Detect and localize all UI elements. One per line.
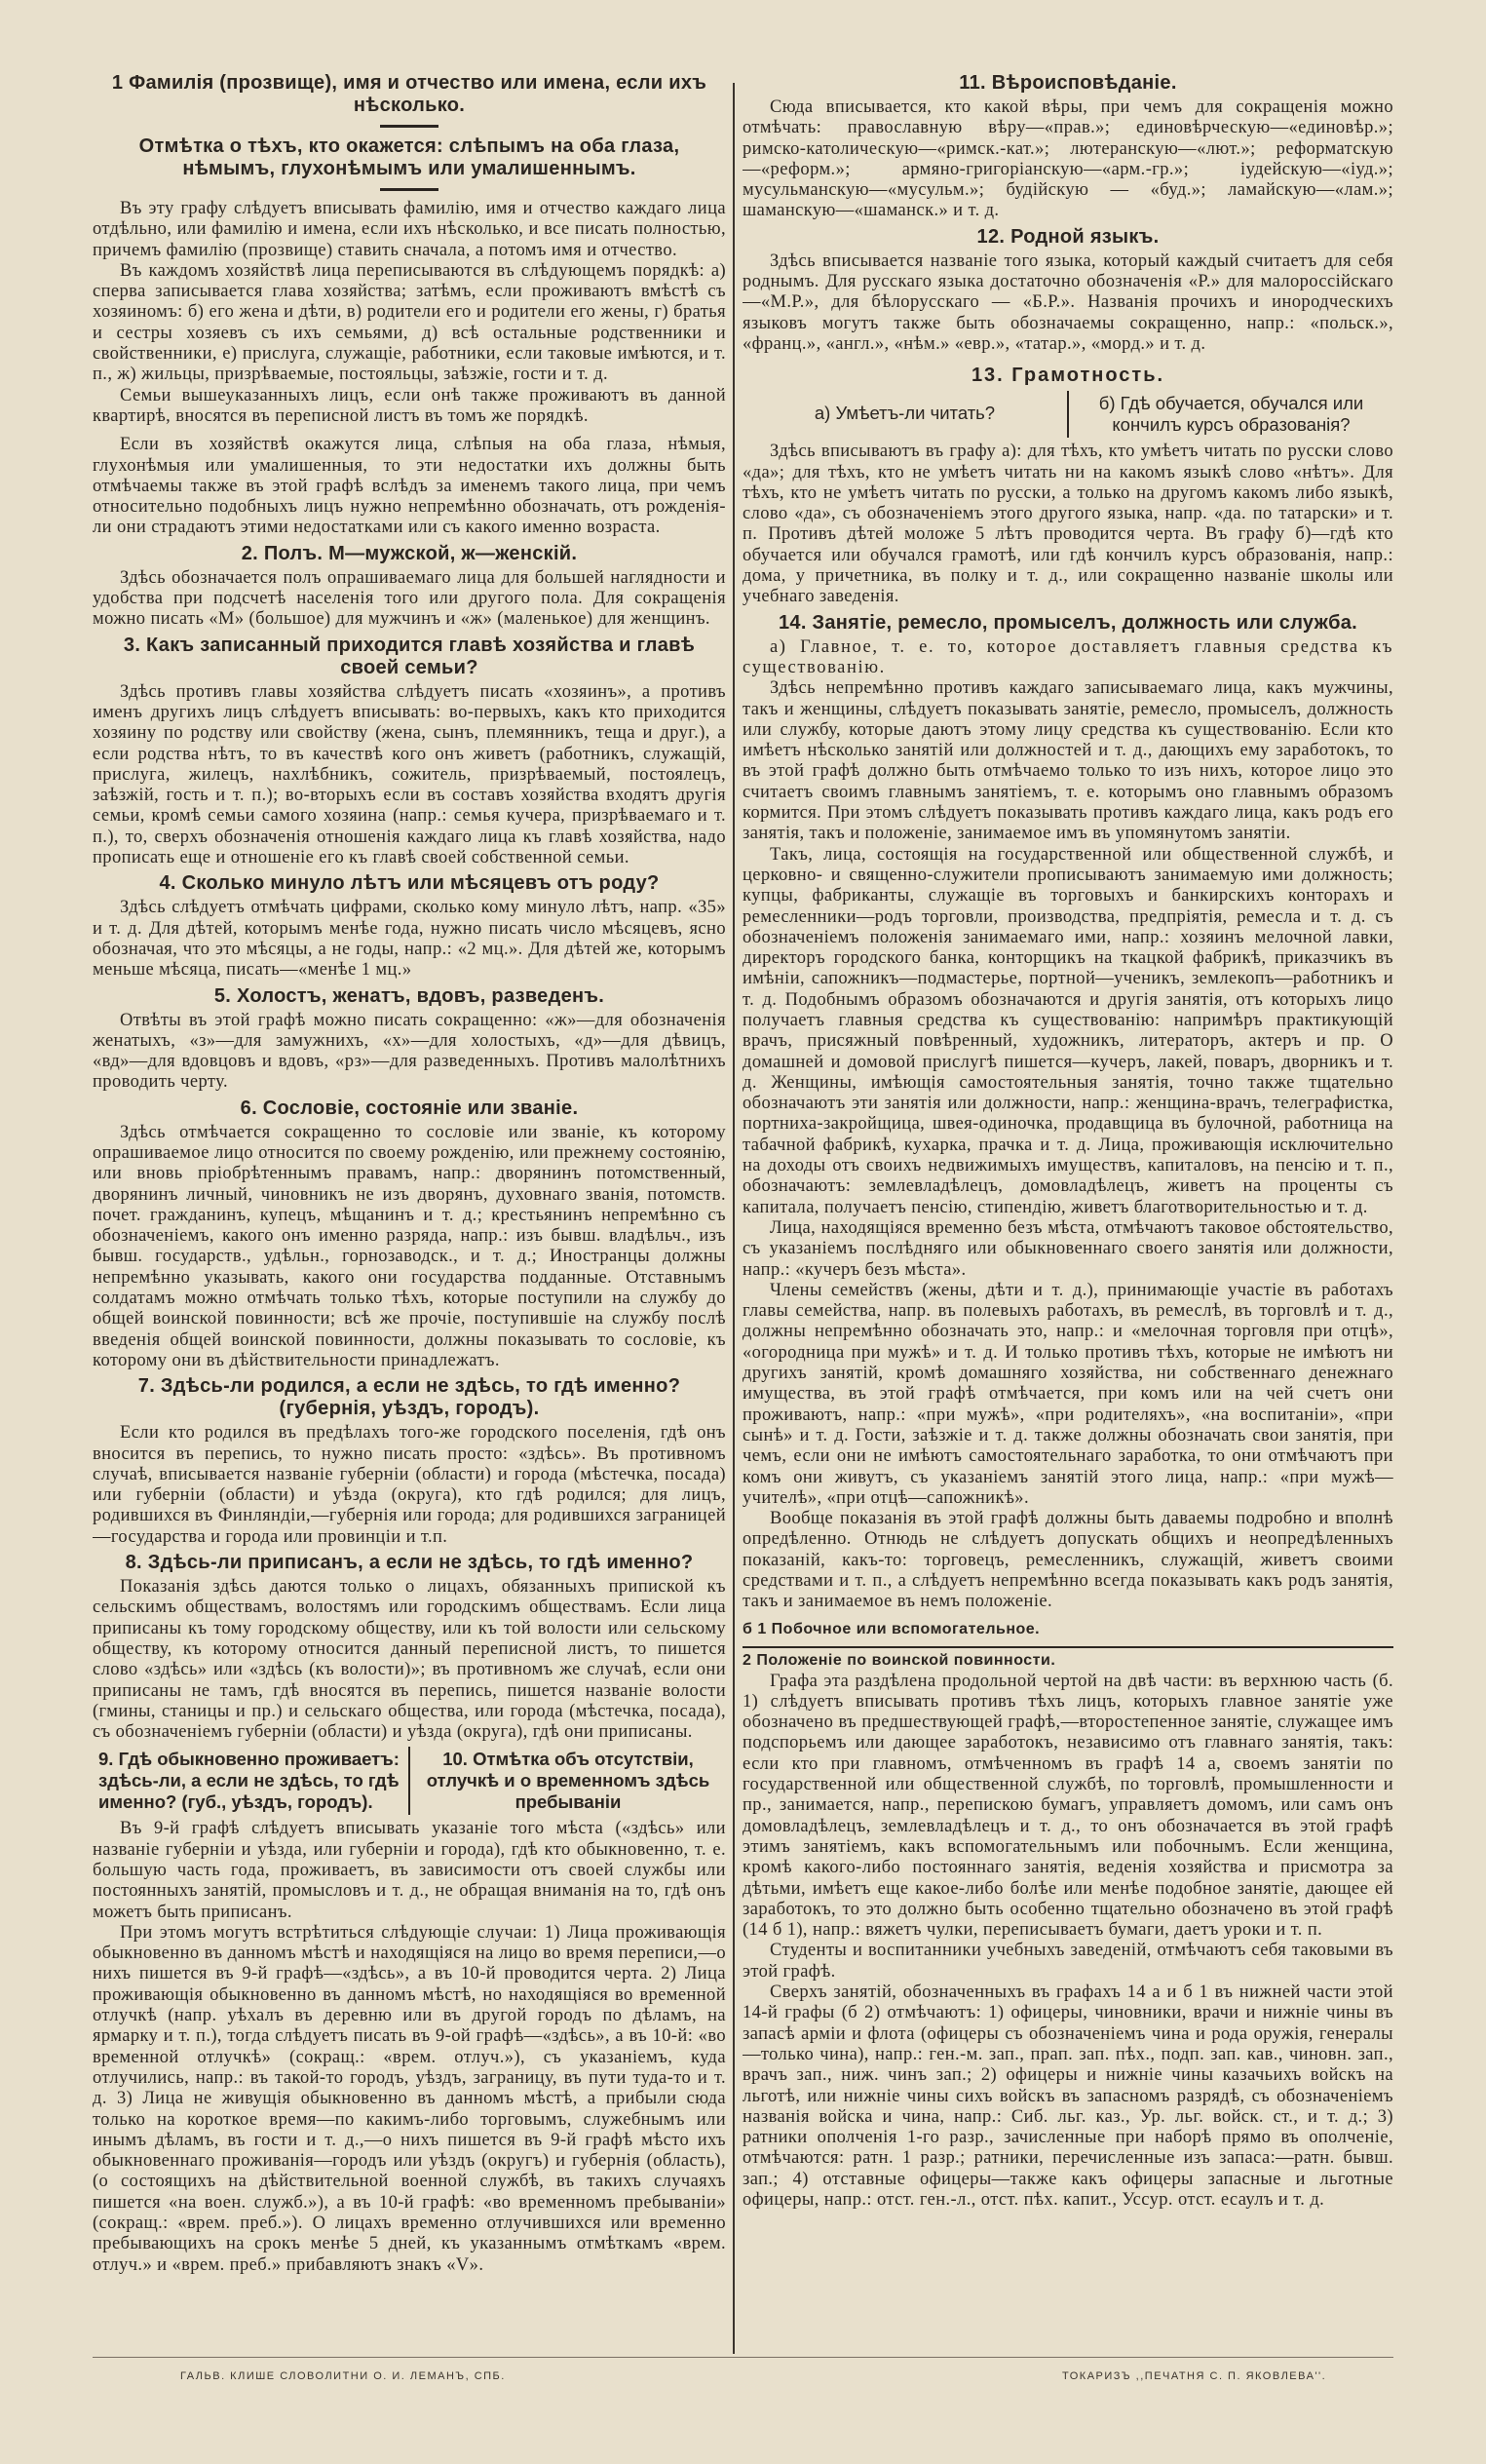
section-title: 2. Полъ. М—мужской, ж—женскій. <box>241 542 578 564</box>
section-title: 1 Фамилія (прозвище), имя и отчество или имена, если ихъ нѣсколько. <box>111 72 707 116</box>
divider <box>380 125 438 128</box>
section-title: 13. Грамотность. <box>971 365 1165 387</box>
section-title: 8. Здѣсь-ли приписанъ, а если не здѣсь, то гдѣ именно? <box>125 1552 694 1574</box>
split-heading <box>743 391 1393 438</box>
section-title: 14. Занятіе, ремесло, промыселъ, должность или служба. <box>778 611 1358 634</box>
paragraph: Въ эту графу слѣдуетъ вписывать фамилію, имя и отчество каждаго лица отдѣльно, или фамилію и имена, если ихъ нѣсколько, и все писать полностью, причемъ фамилію (прозвище) ставить сначала, а потомъ имя и отчество. <box>93 199 726 260</box>
split-heading <box>93 1747 726 1815</box>
paragraph: Въ 9-й графѣ слѣдуетъ вписывать указаніе того мѣста («здѣсь» или названіе губерніи и уѣзда, или губерніи и города), гдѣ кто обыкновенно, т. е. большую часть года, проживаетъ, въ зависимости отъ своей службы или постоянныхъ занятій, промысловъ и т. д., не обращая вниманія на то, гдѣ онъ можетъ быть приписанъ. <box>93 1819 726 1922</box>
section-9-10-residence <box>93 1747 726 2276</box>
section-2-sex <box>93 543 726 631</box>
footer-rule <box>93 2357 1393 2358</box>
paragraph: Такъ, лица, состоящія на государственной или общественной службѣ, и церковно- и священно-служители прописываютъ занимаемую ими должность; купцы, фабриканты, служащіе въ торговыхъ и банкирскихъ конторахъ и ремесленники—родъ торговли, производства, предпріятія, ремесла и т. д. съ обозначеніемъ положенія занимаемаго ими, напр.: хозяинъ мелочной лавки, директоръ городского банка, конторщикъ на ткацкой фабрикѣ, приказчикъ въ имѣніи, сапожникъ—подмастерье, портной—ученикъ, землекопъ—работникъ и т. д. Подобнымъ образомъ обозначаются и другія занятія, отъ которыхъ лицо получаетъ главныя средства къ существованію: напримѣръ практикующій врачъ, присяжный повѣренный, художникъ, литераторъ, актеръ и пр. О домашней и домовой прислугѣ пишется—кучеръ, лакей, поваръ, дворникъ и т. д. Женщины, имѣющія самостоятельныя занятія, точно также тщательно обозначаютъ эти занятія или должности, напр.: женщина-врачъ, телеграфистка, портниха-закройщица, швея-одиночка, продавщица въ булочной, работница на табачной фабрикѣ, кухарка, прачка и т. д. Лица, проживающія исключительно на доходы отъ своихъ недвижимыхъ имуществъ, капиталовъ, на пенсію и т. п., обозначаютъ: землевладѣлецъ, домовладѣлецъ, живетъ на проценты съ капитала, получаетъ пенсію, стипендію, живетъ благотворительностью и т. д. <box>743 844 1393 1217</box>
section-5-marital <box>93 985 726 1094</box>
subheading-b1: б 1 Побочное или вспомогательное. <box>743 1620 1041 1637</box>
section-title: 3. Какъ записанный приходится главѣ хозяйства и главѣ своей семьи? <box>123 634 696 678</box>
paragraph: Если въ хозяйствѣ окажутся лица, слѣпыя на оба глаза, нѣмыя, глухонѣмыя или умалишенныя, то эти недостатки ихъ должны быть отмѣчаемы также въ этой графѣ вслѣдъ за именемъ такого лица, при чемъ относительно подобныхъ лицъ нужно непремѣнно обозначать, отъ рожденія-ли они страдаютъ этими недостатками или съ какого именно возраста. <box>93 435 726 538</box>
right-column <box>743 68 1393 2349</box>
section-3-relation <box>93 635 726 869</box>
section-title: 11. Вѣроисповѣданіе. <box>959 72 1177 94</box>
subheading-a: а) Умѣетъ-ли читать? <box>743 391 1069 438</box>
paragraph: Здѣсь отмѣчается сокращенно то сословіе или званіе, къ которому опрашиваемое лицо относится по своему рожденію, или прежнему состоянію, или вновь пріобрѣтеннымъ правамъ, напр.: дворянинъ потомственный, дворянинъ личный, чиновникъ не изъ дворянъ, духовнаго званія, потомств. почет. гражданинъ, купецъ, мѣщанинъ и т. д.; крестьянинъ непремѣнно съ обозначеніемъ, какого онъ именно разряда, напр.: изъ бывш. владѣльч., изъ бывш. государств., удѣльн., горнозаводск., и т. д.; Иностранцы должны непремѣнно указывать, какого они государства подданные. Отставнымъ солдатамъ можно отмѣчать только тѣхъ, которые поступили на службу до общей воинской повинности; всѣ же прочіе, поступившіе на службу послѣ введенія общей воинской повинности, должны показывать то сословіе, къ которому они въ дѣйствительности принадлежатъ. <box>93 1122 726 1370</box>
section-1-name <box>93 72 726 539</box>
section-title: 7. Здѣсь-ли родился, а если не здѣсь, то гдѣ именно? (губернія, уѣздъ, городъ). <box>137 1375 681 1420</box>
column-divider <box>733 83 735 2354</box>
paragraph: Здѣсь слѣдуетъ отмѣчать цифрами, сколько кому минуло лѣтъ, напр. «35» и т. д. Для дѣтей, которымъ менѣе года, нужно писать число мѣсяцевъ, ясно обозначая, что это мѣсяцы, а не годы, напр.: «2 мц.». Для дѣтей же, которымъ меньше мѣсяца, писать—«менѣе 1 мц.» <box>93 898 726 981</box>
paragraph: Вообще показанія въ этой графѣ должны быть даваемы подробно и вполнѣ опредѣленно. Отнюдь не слѣдуетъ допускать общихъ и неопредѣленныхъ показаній, какъ-то: торговецъ, ремесленникъ, служащій, живетъ своими средствами и т. п., а слѣдуетъ непремѣнно всегда показывать какъ родъ занятія, такъ и занимаемое въ немъ положеніе. <box>743 1509 1393 1612</box>
paragraph: Показанія здѣсь даются только о лицахъ, обязанныхъ припиской къ сельскимъ обществамъ, волостямъ или городскимъ обществамъ. Если лица приписаны къ тому городскому обществу, или къ той волости или сельскому обществу, къ которому относится данный переписной листъ, то пишется слово «здѣсь» или «здѣсь (къ волости)»; въ противномъ же случаѣ, если они приписаны не тамъ, гдѣ вносятся въ перепись, пишется названіе волости (гмины, станицы и пр.) и сельскаго общества, или города (мѣстечка, посада), съ обозначеніемъ губерніи (области) и уѣзда (округа), гдѣ они приписаны. <box>93 1577 726 1743</box>
paragraph: Графа эта раздѣлена продольной чертой на двѣ части: въ верхнюю часть (б. 1) слѣдуетъ вписывать противъ тѣхъ лицъ, которыхъ главное занятіе уже обозначено въ предшествующей графѣ,—второстепенное занятіе, служащее имъ подспорьемъ или дающее заработокъ, независимо отъ главнаго занятія, такъ: если кто при главномъ, отмѣченномъ въ графѣ 14 а, своемъ занятіи по государственной или общественной службѣ, по торговлѣ, промышленности и пр., занимается, напр., перепискою бумагъ, управляетъ домомъ, или самъ онъ домовладѣлецъ, землевладѣлецъ и т. д., то онъ обозначается въ этой графѣ этимъ занятіемъ, какъ вспомогательнымъ или побочнымъ. Если женщина, кромѣ какого-либо постояннаго занятія, веденія хозяйства и присмотра за дѣтьми, имѣетъ еще какое-либо болѣе или менѣе подобное занятіе, дающее ей заработокъ, то это должно быть особенно тщательно обозначено въ этой графѣ (14 б 1), напр.: вяжетъ чулки, переписываетъ бумаги, даетъ уроки и т. п. <box>743 1671 1393 1941</box>
section-13-literacy <box>743 365 1393 607</box>
section-title: 10. Отмѣтка объ отсутствіи, отлучкѣ и о временномъ здѣсь пребываніи <box>426 1749 710 1813</box>
section-7-birthplace <box>93 1375 726 1548</box>
section-subtitle: Отмѣтка о тѣхъ, кто окажется: слѣпымъ на оба глаза, нѣмымъ, глухонѣмымъ или умалишеннымъ. <box>138 135 680 179</box>
section-11-religion <box>743 72 1393 222</box>
divider <box>380 188 438 191</box>
section-8-registration <box>93 1552 726 1743</box>
paragraph: Лица, находящіяся временно безъ мѣста, отмѣчаютъ таковое обстоятельство, съ указаніемъ послѣдняго или обыкновеннаго своего занятія или должности, напр.: «кучеръ безъ мѣста». <box>743 1217 1393 1280</box>
paragraph: При этомъ могутъ встрѣтиться слѣдующіе случаи: 1) Лица проживающія обыкновенно въ данномъ мѣстѣ и находящіяся на лицо во время переписи,—о нихъ пишется въ 9-й графѣ—«здѣсь», а въ 10-й проводится черта. 2) Лица проживающія обыкновенно въ данномъ мѣстѣ, но находящіяся во временной отлучкѣ (напр. уѣхалъ въ деревню или въ другой городъ по дѣламъ, на ярмарку и т. п.), тогда слѣдуетъ писать въ 9-ой графѣ—«здѣсь», а въ 10-й: «во временной отлучкѣ» (сокращ.: «врем. отлуч.»), съ указаніемъ, куда отлучились, напр.: въ такой-то городъ, уѣздъ, заграницу, въ пути туда-то и т. д. 3) Лица не живущія обыкновенно въ данномъ мѣстѣ, а прибыли сюда только на короткое время—по какимъ-либо торговымъ, служебнымъ или инымъ дѣламъ, въ гости и т. д.,—о нихъ пишется въ 9-й графѣ мѣсто ихъ обыкновеннаго проживанія—городъ или уѣздъ (округъ) и губернія (область), (о состоящихъ на дѣйствительной военной службѣ, въ такихъ случаяхъ пишется «на воен. служб.»), а въ 10-й графѣ: «во временномъ пребываніи» (сокращ.: «врем. преб.»). О лицахъ временно отлучившихся или временно пребывающихъ на срокъ менѣе 5 дней, къ указаннымъ отмѣткамъ «врем. отлуч.» и «врем. преб.» прибавляютъ знакъ «V». <box>93 1922 726 2275</box>
section-title: 5. Холостъ, женатъ, вдовъ, разведенъ. <box>213 984 605 1007</box>
footer-printer-right: ТОКАРИЗЪ ,,ПЕЧАТНЯ С. П. ЯКОВЛЕВА''. <box>1062 2370 1327 2382</box>
section-title: 6. Сословіе, состояніе или званіе. <box>240 1097 579 1119</box>
subheading-b2: 2 Положеніе по воинской повинности. <box>743 1646 1393 1670</box>
paragraph: Въ каждомъ хозяйствѣ лица переписываются въ слѣдующемъ порядкѣ: а) сперва записывается глава хозяйства; затѣмъ, если проживаютъ вмѣстѣ съ хозяиномъ: б) его жена и дѣти, в) родители его и родители его жены, г) братья и сестры хозяевъ съ ихъ семьями, д) всѣ остальные родственники и свойственники, е) прислуга, служащіе, работники, если таковые имѣются, и т. п., ж) жильцы, призрѣваемые, постояльцы, заѣзжіе, гости и т. д. <box>93 260 726 385</box>
section-title: 4. Сколько минуло лѣтъ или мѣсяцевъ отъ роду? <box>159 872 660 895</box>
section-title: 12. Родной языкъ. <box>976 225 1160 248</box>
paragraph: Студенты и воспитанники учебныхъ заведеній, отмѣчаютъ себя таковыми въ этой графѣ. <box>743 1941 1393 1982</box>
paragraph: Если кто родился въ предѣлахъ того-же городского поселенія, гдѣ онъ вносится въ перепись, то нужно писать просто: «здѣсь». Въ противномъ случаѣ, вписывается названіе губерніи (области) и города (мѣстечка, посада) или губерніи (области) и уѣзда (округа), кто гдѣ родился; для лицъ, родившихся въ Финляндіи,—губернія или города; для родившихся заграницей—государства и города или провинціи и т.п. <box>93 1423 726 1547</box>
paragraph: Здѣсь вписывается названіе того языка, который каждый считаетъ для себя роднымъ. Для русскаго языка достаточно обозначенія «Р.» для малороссійскаго—«М.Р.», для бѣлорусскаго — «Б.Р.». Названія прочихъ и инородческихъ языковъ могутъ также быть обозначаемы сокращенно, напр.: «польск.», «франц.», «англ.», «нѣм.» «евр.», «татар.», «морд.» и т. д. <box>743 250 1393 354</box>
paragraph: Здѣсь вписываютъ въ графу а): для тѣхъ, кто умѣетъ читать по русски слово «да»; для тѣхъ, кто не умѣетъ читать ни на какомъ языкѣ слово «нѣтъ». Для тѣхъ, кто не умѣетъ читать по русски, а только на другомъ какомъ либо языкѣ, слово «да», съ обозначеніемъ этого другого языка, напр. «да. по татарски» и т. п. Противъ дѣтей моложе 5 лѣтъ проводится черта. Въ графу б)—гдѣ кто обучается или обучался грамотѣ, или гдѣ кончилъ курсъ образованія, напр.: дома, у причетника, въ полку и т. д., или сокращенно названіе школы или учебнаго заведенія. <box>743 442 1393 607</box>
paragraph: Сверхъ занятій, обозначенныхъ въ графахъ 14 а и б 1 въ нижней части этой 14-й графы (б 2) отмѣчаютъ: 1) офицеры, чиновники, врачи и нижніе чины въ запасѣ арміи и флота (офицеры съ обозначеніемъ чина и рода оружія, генералы—только чина), напр.: ген.-м. зап., прап. зап. пѣх., подп. зап. кав., чиновн. зап., врачъ зап., ниж. чинъ зап.; 2) офицеры и нижніе чины казачьихъ войскъ на льготѣ, или нижніе чины сихъ войскъ въ запасномъ разрядѣ, съ обозначеніемъ названія войска и чина, напр.: Сиб. льг. каз., Ур. льг. войск. ст., и т. д.; 3) ратники ополченія 1-го разр., зачисленные при наборѣ прямо въ ополченіе, отмѣчаются: ратн. 1 разр.; ратники, перечисленные изъ запаса:—ратн. бывш. зап.; 4) отставные офицеры—также какъ офицеры запасные и льготные офицеры, напр.: отст. ген.-л., отст. пѣх. капит., Уссур. отст. есаулъ и т. д. <box>743 1983 1393 2211</box>
subheading-b: б) Гдѣ обучается, обучался или кончилъ курсъ образованія? <box>1098 393 1364 436</box>
section-title: 9. Гдѣ обыкновенно проживаетъ: здѣсь-ли, а если не здѣсь, то гдѣ именно? (губ., уѣздъ, городъ). <box>93 1747 410 1815</box>
section-4-age <box>93 872 726 981</box>
paragraph: Отвѣты въ этой графѣ можно писать сокращенно: «ж»—для обозначенія женатыхъ, «з»—для замужнихъ, «х»—для холостыхъ, «д»—для дѣвицъ, «вд»—для вдовцовъ и вдовъ, «рз»—для разведенныхъ. Противъ малолѣтнихъ проводить черту. <box>93 1010 726 1093</box>
footer-printer-left: ГАЛЬВ. КЛИШЕ СЛОВОЛИТНИ О. И. ЛЕМАНЪ, СПБ. <box>180 2370 506 2382</box>
paragraph: Сюда вписывается, кто какой вѣры, при чемъ для сокращенія можно отмѣчать: православную вѣру—«прав.»; единовѣрческую—«единовѣр.»; римско-католическую—«римск.-кат.»; лютеранскую—«лют.»; реформатскую—«реформ.»; армяно-григоріанскую—«арм.-гр.»; іудейскую—«іуд.»; мусульманскую—«мусульм.»; будійскую — «буд.»; ламайскую—«лам.»; шаманскую—«шаманск.» и т. д. <box>743 97 1393 221</box>
paragraph: Здѣсь непремѣнно противъ каждаго записываемаго лица, какъ мужчины, такъ и женщины, слѣдуетъ показывать занятіе, ремесло, промыселъ, должность или службу, которые даютъ этому лицу средства къ существованію. Если кто имѣетъ нѣсколько занятій или должностей и т. д., дающихъ ему заработокъ, то въ этой графѣ должно быть отмѣчаемо только то изъ нихъ, которое лицо это считаетъ своимъ главнымъ занятіемъ, т. е. которымъ оно главнымъ образомъ кормится. При этомъ слѣдуетъ показывать противъ каждаго лица, какъ родъ его занятія, такъ и положеніе, занимаемое имъ въ упомянутомъ занятіи. <box>743 678 1393 844</box>
paragraph: Члены семействъ (жены, дѣти и т. д.), принимающіе участіе въ работахъ главы семейства, напр. въ полевыхъ работахъ, въ ремеслѣ, въ торговлѣ и т. д., должны непремѣнно обозначать это, напр.: и «мелочная торговля при отцѣ», «огородница при мужѣ» и т. д. И только противъ тѣхъ, которые не имѣютъ ни другихъ занятій, кромѣ домашняго хозяйства, ни собственнаго денежнаго имущества, въ этой графѣ отмѣчается, при комъ или на чей счетъ они проживаютъ, напр.: «при мужѣ», «при родителяхъ», «на воспитаніи», «при сынѣ» и т. д. Гости, заѣзжіе и т. д. также должны обозначать свои занятія, при чемъ, если они не имѣютъ самостоятельнаго заработка, то они отмѣчаютъ при комъ они живутъ, съ указаніемъ занятій этого лица, напр.: «при мужѣ—учителѣ», «при отцѣ—сапожникѣ». <box>743 1280 1393 1508</box>
section-12-language <box>743 226 1393 355</box>
paragraph: Здѣсь противъ главы хозяйства слѣдуетъ писать «хозяинъ», а противъ именъ другихъ лицъ слѣдуетъ вписывать: во-первыхъ, какъ кто приходится хозяину по родству или свойству (жена, сынъ, племянникъ, теща и друг.), а если родства нѣтъ, то въ качествѣ кого онъ живетъ (работникъ, служащій, прислуга, жилецъ, нахлѣбникъ, сожитель, призрѣваемый, постоялецъ, заѣзжій, гость и т. п.); во-вторыхъ если въ составъ хозяйства входятъ другія семьи, кромѣ семьи самого хозяина (напр.: семья кучера, призрѣваемаго и т. п.), то, сверхъ обозначенія отношенія каждаго лица къ главѣ хозяйства, надо прописать еще и отношеніе его къ главѣ своей собственной семьи. <box>93 681 726 868</box>
section-6-estate <box>93 1097 726 1372</box>
section-14-occupation <box>743 612 1393 2212</box>
paragraph: Здѣсь обозначается полъ опрашиваемаго лица для большей наглядности и удобства при подсчетѣ населенія того или другого пола. Для сокращенія можно писать «М» (большое) для мужчинъ и «ж» (маленькое) для женщинъ. <box>93 567 726 630</box>
paragraph: Семьи вышеуказанныхъ лицъ, если онѣ также проживаютъ въ данной квартирѣ, вносятся въ переписной листъ въ томъ же порядкѣ. <box>93 385 726 426</box>
subheading-main: а) Главное, т. е. то, которое доставляетъ главныя средства къ существованію. <box>743 636 1393 677</box>
left-column <box>93 68 726 2349</box>
